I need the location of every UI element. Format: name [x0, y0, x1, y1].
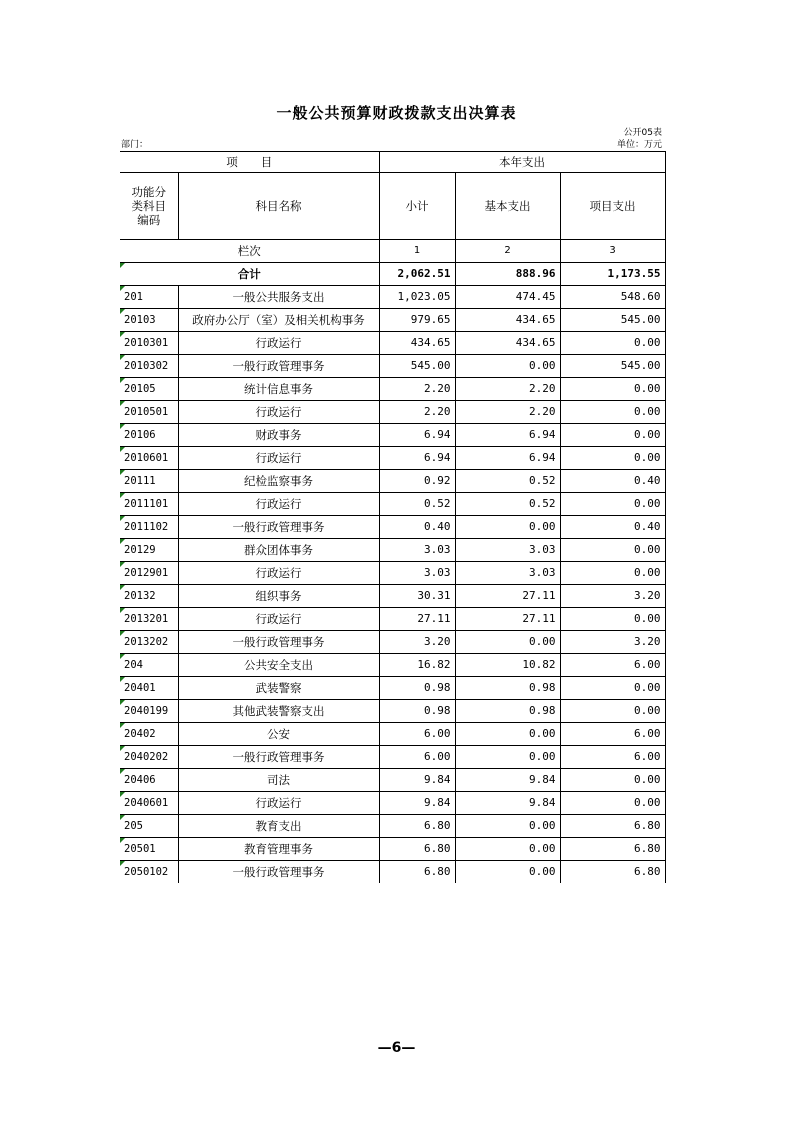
row-code	[120, 493, 178, 516]
table-row	[120, 355, 665, 378]
table-row	[120, 539, 665, 562]
row-basic: 0.00	[455, 516, 560, 539]
row-code	[120, 355, 178, 378]
row-code	[120, 516, 178, 539]
row-code-text: 205	[124, 820, 143, 832]
row-basic: 0.00	[455, 815, 560, 838]
row-project: 0.00	[560, 608, 665, 631]
total-basic: 888.96	[455, 263, 560, 286]
row-subtotal: 30.31	[379, 585, 455, 608]
row-code-text: 2011101	[124, 498, 169, 510]
row-code	[120, 309, 178, 332]
row-basic: 10.82	[455, 654, 560, 677]
row-name: 一般行政管理事务	[178, 516, 379, 539]
row-project: 548.60	[560, 286, 665, 309]
row-code	[120, 447, 178, 470]
row-subtotal: 6.00	[379, 723, 455, 746]
column-index-1: 1	[379, 240, 455, 263]
row-name: 财政事务	[178, 424, 379, 447]
total-project: 1,173.55	[560, 263, 665, 286]
row-subtotal: 6.80	[379, 861, 455, 884]
row-basic: 474.45	[455, 286, 560, 309]
row-name: 政府办公厅（室）及相关机构事务	[178, 309, 379, 332]
row-code	[120, 700, 178, 723]
row-code-text: 20103	[124, 314, 156, 326]
cell-marker-icon	[120, 332, 125, 337]
row-name: 一般行政管理事务	[178, 631, 379, 654]
row-basic: 0.52	[455, 470, 560, 493]
row-basic: 0.00	[455, 838, 560, 861]
table-row	[120, 746, 665, 769]
cell-marker-icon	[120, 654, 125, 659]
cell-marker-icon	[120, 309, 125, 314]
row-name: 教育支出	[178, 815, 379, 838]
row-basic: 3.03	[455, 539, 560, 562]
page-number: —6—	[377, 1040, 416, 1056]
row-project: 6.00	[560, 746, 665, 769]
cell-marker-icon	[120, 516, 125, 521]
cell-marker-icon	[120, 424, 125, 429]
row-name: 行政运行	[178, 562, 379, 585]
row-code-text: 20129	[124, 544, 156, 556]
cell-marker-icon	[120, 562, 125, 567]
row-project: 0.00	[560, 562, 665, 585]
row-code	[120, 838, 178, 861]
row-project: 0.00	[560, 332, 665, 355]
table-row	[120, 286, 665, 309]
row-code-text: 2011102	[124, 521, 169, 533]
row-name: 一般公共服务支出	[178, 286, 379, 309]
row-basic: 434.65	[455, 332, 560, 355]
total-subtotal: 2,062.51	[379, 263, 455, 286]
row-subtotal: 9.84	[379, 769, 455, 792]
row-basic: 3.03	[455, 562, 560, 585]
cell-marker-icon	[120, 608, 125, 613]
row-name: 司法	[178, 769, 379, 792]
row-code	[120, 631, 178, 654]
cell-marker-icon	[120, 746, 125, 751]
row-code	[120, 401, 178, 424]
table-row	[120, 585, 665, 608]
table-row	[120, 677, 665, 700]
row-basic: 27.11	[455, 608, 560, 631]
row-project: 6.00	[560, 654, 665, 677]
cell-marker-icon	[120, 677, 125, 682]
row-subtotal: 434.65	[379, 332, 455, 355]
budget-table	[120, 151, 666, 883]
row-code-text: 2040202	[124, 751, 169, 763]
table-row	[120, 470, 665, 493]
row-project: 6.00	[560, 723, 665, 746]
row-code	[120, 792, 178, 815]
row-basic: 0.98	[455, 700, 560, 723]
row-code	[120, 608, 178, 631]
row-subtotal: 16.82	[379, 654, 455, 677]
row-subtotal: 0.92	[379, 470, 455, 493]
row-project: 6.80	[560, 815, 665, 838]
row-code	[120, 769, 178, 792]
table-row	[120, 332, 665, 355]
row-code-text: 20132	[124, 590, 156, 602]
cell-marker-icon	[120, 838, 125, 843]
row-code	[120, 470, 178, 493]
row-project: 0.00	[560, 677, 665, 700]
table-row	[120, 516, 665, 539]
row-project: 6.80	[560, 861, 665, 884]
unit-label: 单位：万元	[616, 140, 662, 150]
table-row	[120, 401, 665, 424]
cell-marker-icon	[120, 539, 125, 544]
row-name: 行政运行	[178, 792, 379, 815]
row-subtotal: 6.00	[379, 746, 455, 769]
cell-marker-icon	[120, 700, 125, 705]
table-row	[120, 723, 665, 746]
row-subtotal: 1,023.05	[379, 286, 455, 309]
cell-marker-icon	[120, 355, 125, 360]
row-code-text: 2040199	[124, 705, 169, 717]
table-row	[120, 769, 665, 792]
row-project: 3.20	[560, 631, 665, 654]
table-row	[120, 700, 665, 723]
cell-marker-icon	[120, 792, 125, 797]
cell-marker-icon	[120, 263, 125, 268]
table-row	[120, 838, 665, 861]
row-project: 0.00	[560, 401, 665, 424]
table-row	[120, 424, 665, 447]
row-subtotal: 3.03	[379, 539, 455, 562]
column-index-2: 2	[455, 240, 560, 263]
header-name-col: 科目名称	[178, 173, 379, 240]
row-code	[120, 378, 178, 401]
row-project: 0.00	[560, 769, 665, 792]
row-code-text: 2050102	[124, 866, 169, 878]
row-code-text: 20401	[124, 682, 156, 694]
row-project: 0.00	[560, 447, 665, 470]
row-code-text: 201	[124, 291, 143, 303]
row-code	[120, 723, 178, 746]
table-row	[120, 861, 665, 884]
form-id: 公开05表	[623, 128, 662, 138]
row-name: 行政运行	[178, 493, 379, 516]
row-project: 0.40	[560, 516, 665, 539]
total-row	[120, 263, 665, 286]
column-label: 栏次	[120, 240, 379, 263]
row-code-text: 20106	[124, 429, 156, 441]
table-row	[120, 309, 665, 332]
cell-marker-icon	[120, 401, 125, 406]
row-project: 545.00	[560, 309, 665, 332]
row-subtotal: 27.11	[379, 608, 455, 631]
table-row	[120, 654, 665, 677]
row-subtotal: 2.20	[379, 378, 455, 401]
row-name: 行政运行	[178, 332, 379, 355]
row-name: 武装警察	[178, 677, 379, 700]
row-basic: 9.84	[455, 792, 560, 815]
row-code-text: 20402	[124, 728, 156, 740]
row-basic: 0.00	[455, 631, 560, 654]
row-project: 0.00	[560, 792, 665, 815]
row-code	[120, 677, 178, 700]
row-subtotal: 9.84	[379, 792, 455, 815]
cell-marker-icon	[120, 769, 125, 774]
row-project: 0.00	[560, 539, 665, 562]
cell-marker-icon	[120, 631, 125, 636]
row-project: 0.00	[560, 493, 665, 516]
row-subtotal: 6.80	[379, 815, 455, 838]
table-row	[120, 447, 665, 470]
row-code-text: 2013202	[124, 636, 169, 648]
row-basic: 27.11	[455, 585, 560, 608]
cell-marker-icon	[120, 447, 125, 452]
row-code-text: 20111	[124, 475, 156, 487]
row-code-text: 2013201	[124, 613, 169, 625]
row-code	[120, 424, 178, 447]
total-label: 合计	[237, 267, 261, 281]
row-project: 0.00	[560, 700, 665, 723]
row-project: 0.00	[560, 424, 665, 447]
row-code	[120, 562, 178, 585]
row-subtotal: 6.80	[379, 838, 455, 861]
row-project: 0.00	[560, 378, 665, 401]
row-code-text: 20501	[124, 843, 156, 855]
table-row	[120, 562, 665, 585]
row-code-text: 204	[124, 659, 143, 671]
row-subtotal: 6.94	[379, 447, 455, 470]
header-item: 项 目	[120, 152, 379, 173]
row-subtotal: 0.98	[379, 700, 455, 723]
page-title: 一般公共预算财政拨款支出决算表	[276, 104, 517, 122]
row-code	[120, 815, 178, 838]
header-subtotal: 小计	[379, 173, 455, 240]
row-code	[120, 654, 178, 677]
row-project: 545.00	[560, 355, 665, 378]
row-subtotal: 545.00	[379, 355, 455, 378]
cell-marker-icon	[120, 815, 125, 820]
cell-marker-icon	[120, 493, 125, 498]
row-code	[120, 332, 178, 355]
row-code	[120, 539, 178, 562]
row-name: 公安	[178, 723, 379, 746]
row-name: 一般行政管理事务	[178, 355, 379, 378]
row-subtotal: 0.52	[379, 493, 455, 516]
row-project: 0.40	[560, 470, 665, 493]
table-row	[120, 608, 665, 631]
column-index-3: 3	[560, 240, 665, 263]
cell-marker-icon	[120, 378, 125, 383]
row-subtotal: 979.65	[379, 309, 455, 332]
row-code-text: 20406	[124, 774, 156, 786]
row-name: 行政运行	[178, 447, 379, 470]
row-name: 行政运行	[178, 401, 379, 424]
cell-marker-icon	[120, 286, 125, 291]
row-code-text: 2010601	[124, 452, 169, 464]
row-subtotal: 3.03	[379, 562, 455, 585]
table-row	[120, 815, 665, 838]
table-row	[120, 792, 665, 815]
table-row	[120, 378, 665, 401]
row-basic: 6.94	[455, 424, 560, 447]
cell-marker-icon	[120, 723, 125, 728]
row-basic: 0.00	[455, 355, 560, 378]
row-name: 行政运行	[178, 608, 379, 631]
row-basic: 0.00	[455, 723, 560, 746]
row-name: 统计信息事务	[178, 378, 379, 401]
row-name: 一般行政管理事务	[178, 861, 379, 884]
row-project: 3.20	[560, 585, 665, 608]
row-code-text: 2040601	[124, 797, 169, 809]
total-label-cell	[120, 263, 379, 286]
row-code	[120, 746, 178, 769]
row-code	[120, 585, 178, 608]
row-basic: 0.98	[455, 677, 560, 700]
row-subtotal: 0.98	[379, 677, 455, 700]
row-basic: 434.65	[455, 309, 560, 332]
row-name: 组织事务	[178, 585, 379, 608]
header-project: 项目支出	[560, 173, 665, 240]
row-code	[120, 861, 178, 884]
table-row	[120, 631, 665, 654]
row-name: 其他武装警察支出	[178, 700, 379, 723]
department-label: 部门：	[121, 140, 149, 150]
row-subtotal: 2.20	[379, 401, 455, 424]
row-name: 群众团体事务	[178, 539, 379, 562]
row-basic: 0.00	[455, 746, 560, 769]
row-code-text: 20105	[124, 383, 156, 395]
header-current-year: 本年支出	[379, 152, 665, 173]
row-code	[120, 286, 178, 309]
row-code-text: 2010501	[124, 406, 169, 418]
row-basic: 2.20	[455, 378, 560, 401]
cell-marker-icon	[120, 470, 125, 475]
row-name: 公共安全支出	[178, 654, 379, 677]
row-basic: 0.52	[455, 493, 560, 516]
cell-marker-icon	[120, 861, 125, 866]
cell-marker-icon	[120, 585, 125, 590]
row-subtotal: 3.20	[379, 631, 455, 654]
row-name: 一般行政管理事务	[178, 746, 379, 769]
row-code-text: 2010301	[124, 337, 169, 349]
row-subtotal: 6.94	[379, 424, 455, 447]
row-project: 6.80	[560, 838, 665, 861]
header-basic: 基本支出	[455, 173, 560, 240]
row-code-text: 2012901	[124, 567, 169, 579]
table-row	[120, 493, 665, 516]
row-name: 纪检监察事务	[178, 470, 379, 493]
row-basic: 9.84	[455, 769, 560, 792]
row-basic: 0.00	[455, 861, 560, 884]
row-basic: 2.20	[455, 401, 560, 424]
row-name: 教育管理事务	[178, 838, 379, 861]
row-code-text: 2010302	[124, 360, 169, 372]
row-basic: 6.94	[455, 447, 560, 470]
row-subtotal: 0.40	[379, 516, 455, 539]
header-code-col: 功能分类科目编码	[120, 173, 178, 240]
